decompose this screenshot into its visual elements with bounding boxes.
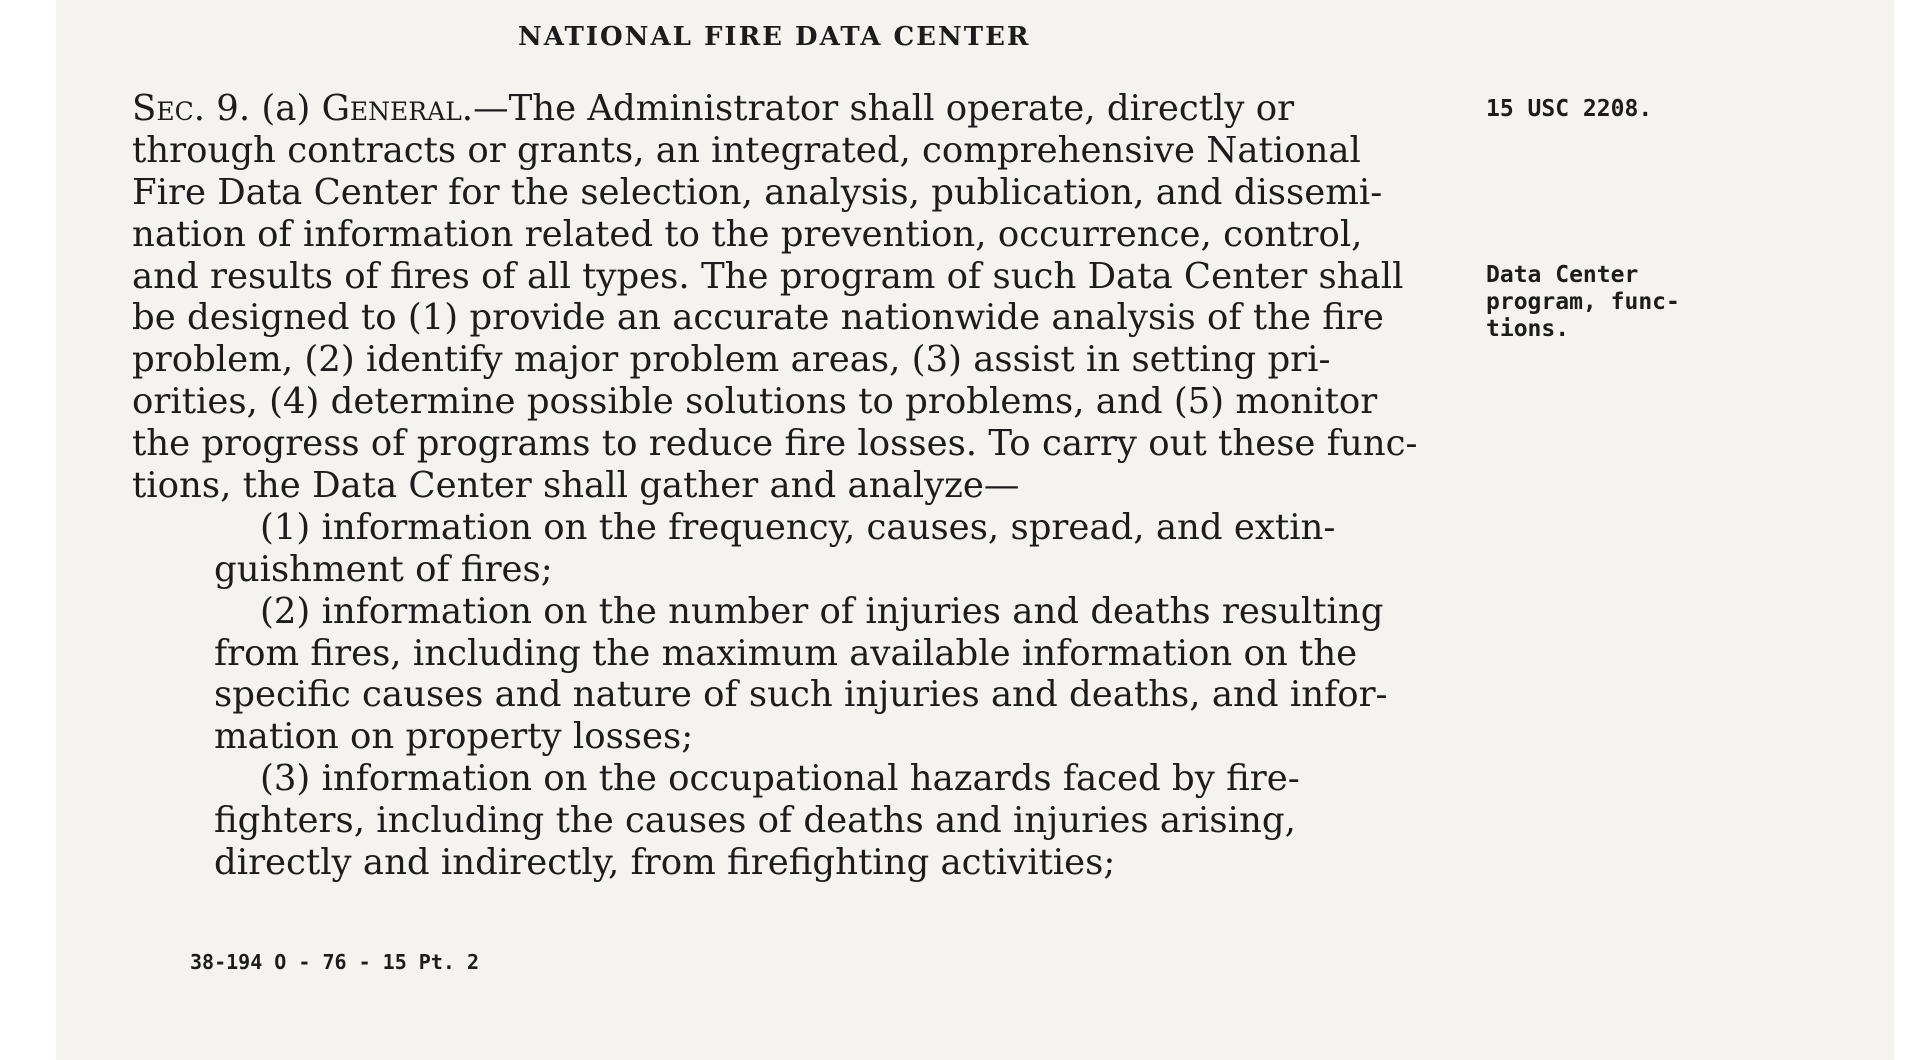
line-content: mation on property losses; <box>214 716 694 758</box>
line-content: specific causes and nature of such injuries and deaths, and infor- <box>214 674 1388 716</box>
small-caps-text: Sec. <box>132 88 205 129</box>
list-item-line <box>214 716 1448 758</box>
text-line <box>132 256 1448 298</box>
page-right-border <box>1894 0 1918 1060</box>
page-left-border <box>0 0 56 1060</box>
list-item-line <box>214 842 1448 884</box>
line-content: be designed to (1) provide an accurate nationwide analysis of the fire <box>132 297 1384 339</box>
line-content: Sec. 9. (a) General.—The Administrator shall operate, directly or <box>132 88 1295 129</box>
line-content: orities, (4) determine possible solutions to problems, and (5) monitor <box>132 381 1378 423</box>
text-line <box>132 88 1448 130</box>
line-content: nation of information related to the prevention, occurrence, control, <box>132 213 1363 255</box>
line-content: (1) information on the frequency, causes, spread, and extin- <box>260 506 1336 548</box>
small-caps-text: General. <box>321 88 474 129</box>
list-item-line <box>260 507 1448 549</box>
line-content: guishment of fires; <box>214 548 553 590</box>
line-content: directly and indirectly, from firefighting activities; <box>214 842 1116 884</box>
text-line <box>132 297 1448 339</box>
line-content: problem, (2) identify major problem areas, (3) assist in setting pri- <box>132 339 1331 381</box>
margin-note-line: tions. <box>1486 316 1570 342</box>
line-content: tions, the Data Center shall gather and analyze— <box>132 465 1020 507</box>
section-heading: NATIONAL FIRE DATA CENTER <box>518 22 1031 52</box>
list-item-line <box>260 591 1448 633</box>
line-content: and results of fires of all types. The program of such Data Center shall <box>132 255 1404 297</box>
list-item-line <box>214 800 1448 842</box>
margin-citation: 15 USC 2208. <box>1486 96 1653 122</box>
line-content: (2) information on the number of injuries and deaths resulting <box>260 590 1384 632</box>
line-content: from fires, including the maximum available information on the <box>214 632 1358 674</box>
line-content: Fire Data Center for the selection, analysis, publication, and dissemi- <box>132 171 1383 213</box>
line-content: (3) information on the occupational hazards faced by fire- <box>260 758 1300 800</box>
text-line <box>132 339 1448 381</box>
list-item-line <box>214 549 1448 591</box>
margin-note-line: Data Center <box>1486 262 1639 288</box>
text-line <box>132 130 1448 172</box>
list-item-line <box>214 674 1448 716</box>
page-footer: 38-194 O - 76 - 15 Pt. 2 <box>190 950 479 974</box>
line-content: through contracts or grants, an integrated, comprehensive National <box>132 129 1361 171</box>
list-item-line <box>214 633 1448 675</box>
text-line <box>132 465 1448 507</box>
text-line <box>132 172 1448 214</box>
line-content: the progress of programs to reduce fire losses. To carry out these func- <box>132 423 1418 465</box>
text-line <box>132 214 1448 256</box>
text-line <box>132 381 1448 423</box>
margin-note-data-center <box>1486 262 1680 343</box>
margin-note-line: program, func- <box>1486 289 1680 315</box>
list-item-line <box>260 758 1448 800</box>
text-line <box>132 423 1448 465</box>
line-content: fighters, including the causes of deaths and injuries arising, <box>214 800 1296 842</box>
statute-text <box>132 88 1448 884</box>
